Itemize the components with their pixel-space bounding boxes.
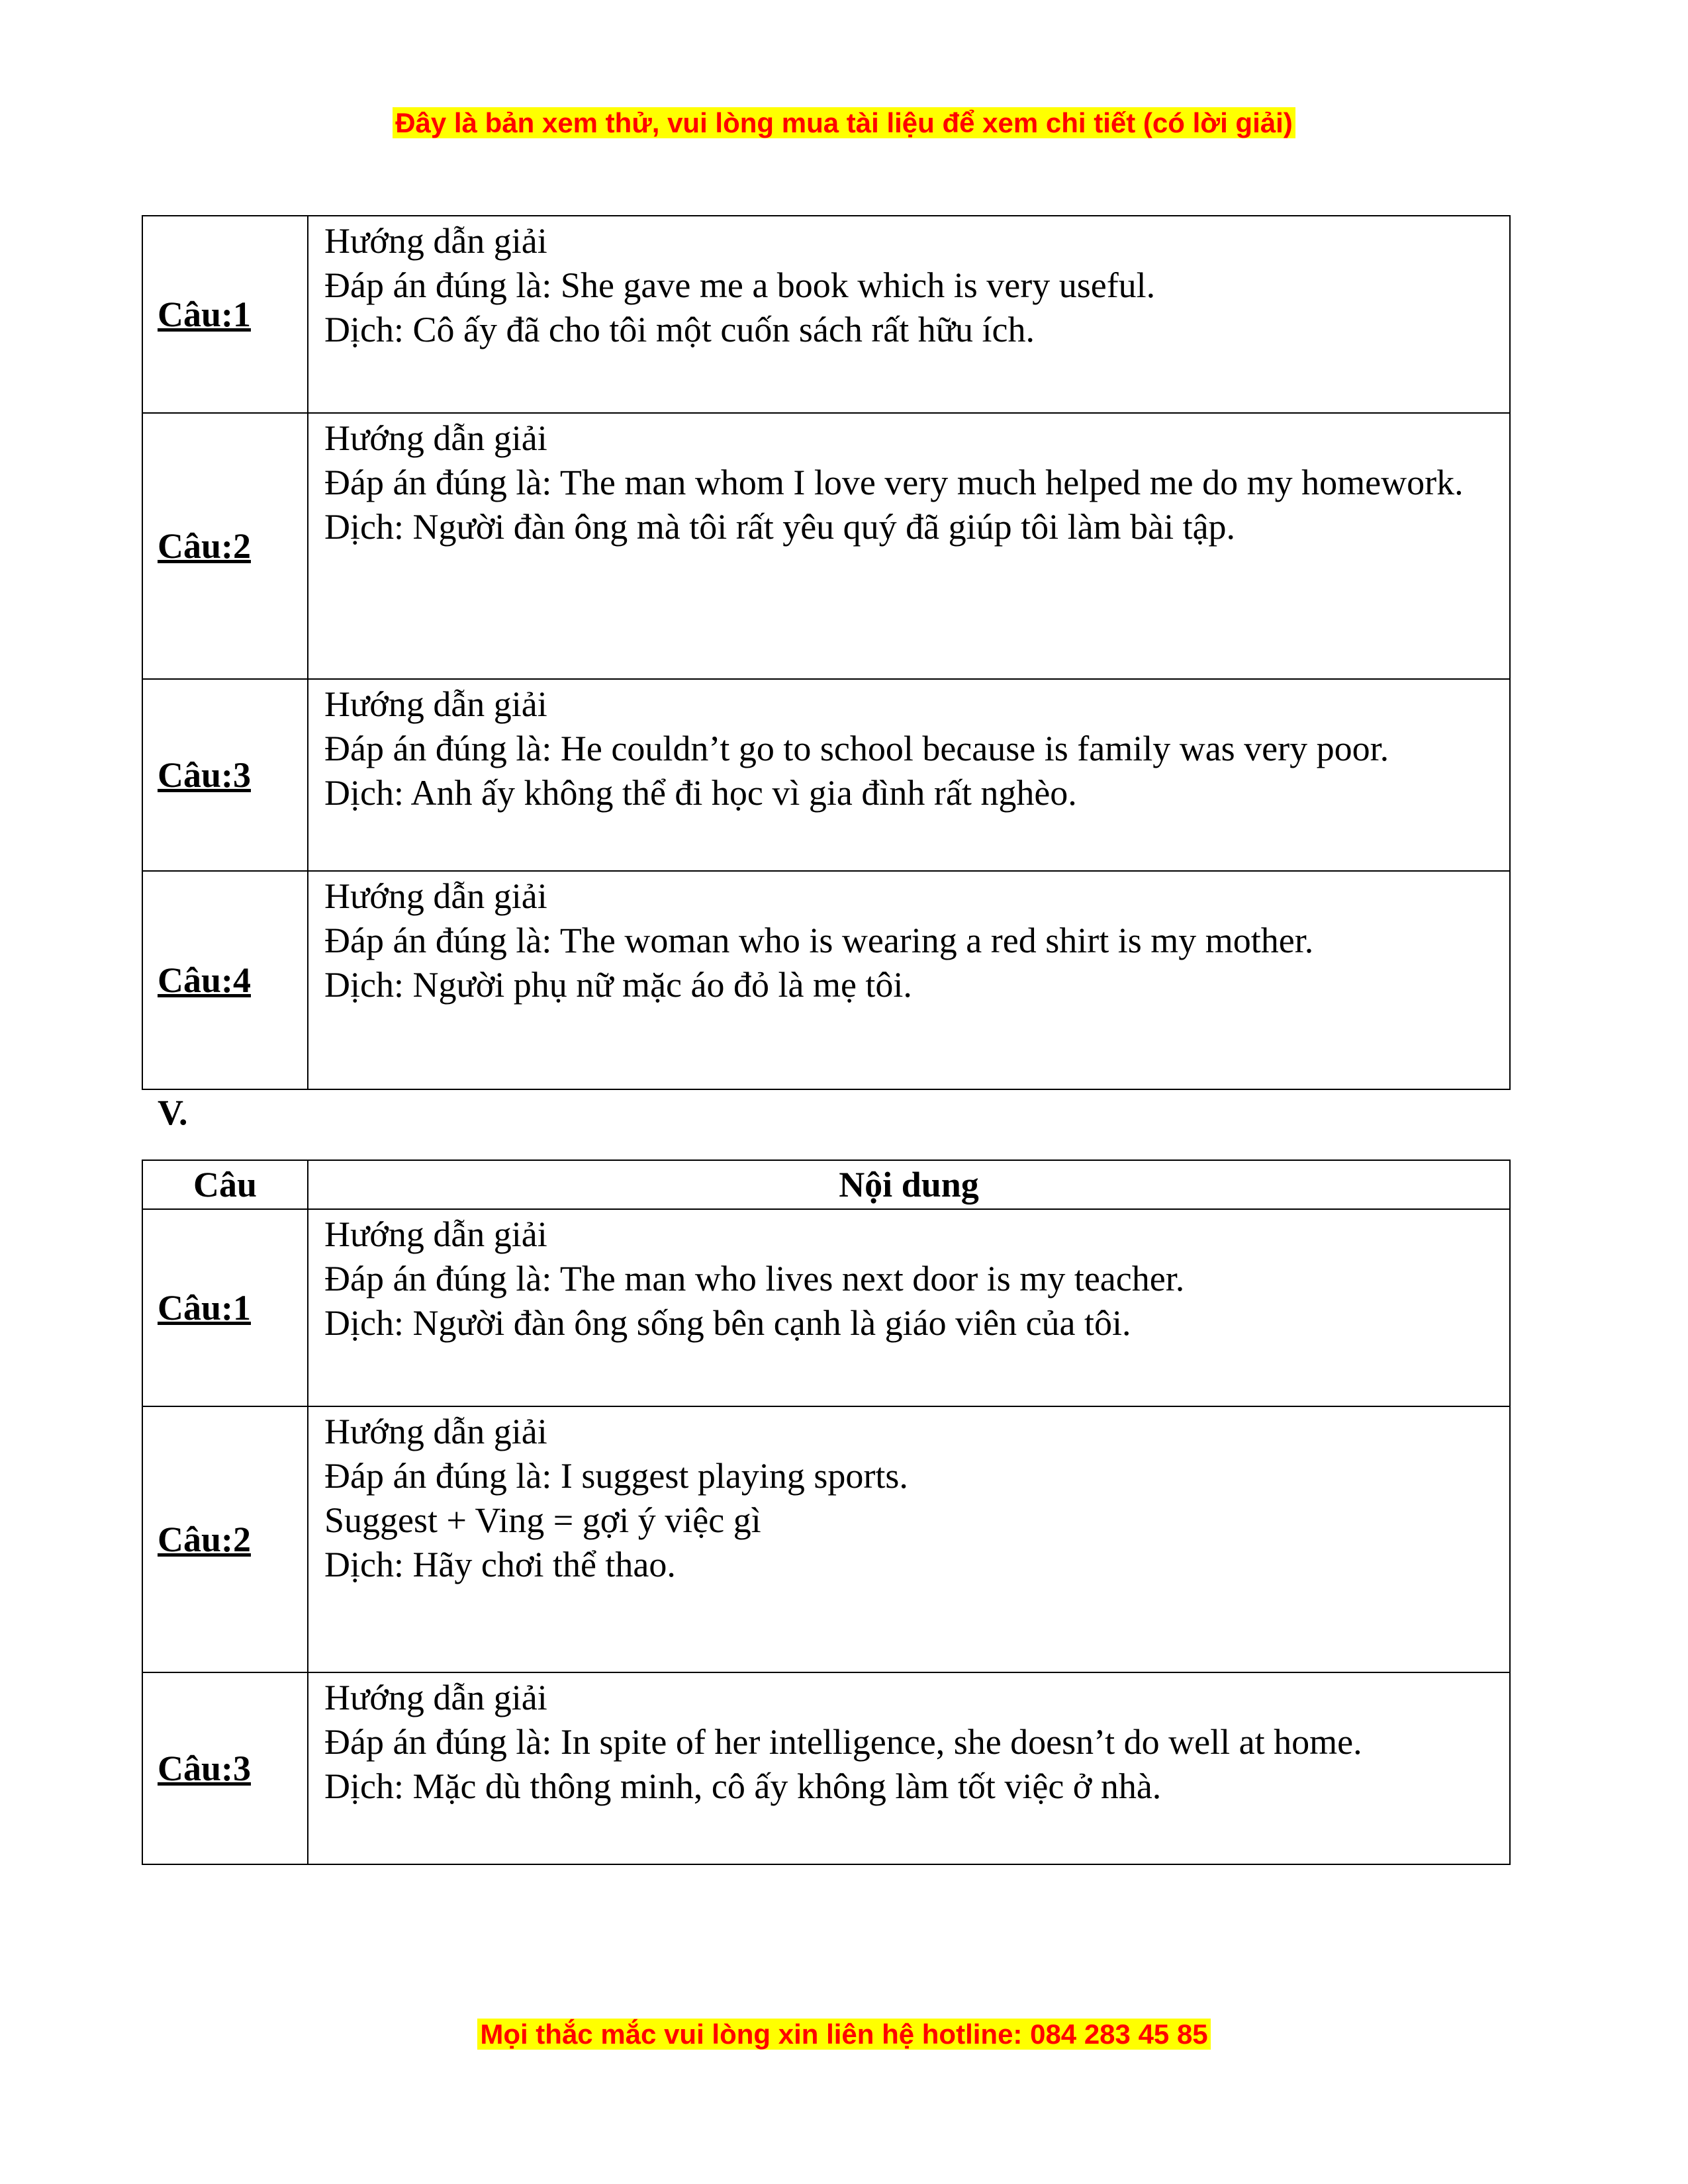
translation-line: Dịch: Anh ấy không thể đi học vì gia đình rất nghèo. xyxy=(324,773,1077,813)
preview-notice-text: Đây là bản xem thử, vui lòng mua tài liệu để xem chi tiết (có lời giải) xyxy=(393,107,1295,138)
hotline-notice-banner xyxy=(0,2016,1688,2053)
table-row xyxy=(142,1406,1510,1672)
question-label: Câu:4 xyxy=(142,871,308,1089)
question-label: Câu:1 xyxy=(142,1209,308,1406)
translation-line: Dịch: Hãy chơi thể thao. xyxy=(324,1545,676,1584)
answer-content xyxy=(308,216,1510,413)
guide-heading: Hướng dẫn giải xyxy=(324,876,547,916)
answer-line: Đáp án đúng là: In spite of her intelligence, she doesn’t do well at home. xyxy=(324,1722,1362,1762)
question-label: Câu:2 xyxy=(142,413,308,679)
table-row xyxy=(142,1209,1510,1406)
column-header-question: Câu xyxy=(142,1160,308,1209)
answer-content xyxy=(308,413,1510,679)
translation-line: Dịch: Mặc dù thông minh, cô ấy không làm tốt việc ở nhà. xyxy=(324,1766,1162,1806)
answer-table-1 xyxy=(142,215,1511,1090)
answer-line: Đáp án đúng là: She gave me a book which is very useful. xyxy=(324,265,1156,305)
question-label: Câu:3 xyxy=(142,679,308,871)
guide-heading: Hướng dẫn giải xyxy=(324,1412,547,1451)
table-header-row xyxy=(142,1160,1510,1209)
answer-content xyxy=(308,1406,1510,1672)
answer-line: Đáp án đúng là: The woman who is wearing a red shirt is my mother. xyxy=(324,921,1314,960)
translation-line: Dịch: Người đàn ông mà tôi rất yêu quý đã giúp tôi làm bài tập. xyxy=(324,507,1236,547)
answer-content xyxy=(308,871,1510,1089)
table-row xyxy=(142,413,1510,679)
question-label: Câu:3 xyxy=(142,1672,308,1864)
column-header-content: Nội dung xyxy=(308,1160,1510,1209)
section-label: V. xyxy=(158,1093,188,1132)
answer-line: Đáp án đúng là: He couldn’t go to school because is family was very poor. xyxy=(324,729,1389,768)
table-row xyxy=(142,871,1510,1089)
question-label: Câu:2 xyxy=(142,1406,308,1672)
answer-content xyxy=(308,679,1510,871)
guide-heading: Hướng dẫn giải xyxy=(324,684,547,724)
hotline-notice-text: Mọi thắc mắc vui lòng xin liên hệ hotline: 084 283 45 85 xyxy=(477,2019,1210,2050)
answer-content xyxy=(308,1672,1510,1864)
guide-heading: Hướng dẫn giải xyxy=(324,1678,547,1717)
guide-heading: Hướng dẫn giải xyxy=(324,1214,547,1254)
answer-content xyxy=(308,1209,1510,1406)
answer-table-2 xyxy=(142,1160,1511,1865)
answer-line: Đáp án đúng là: The man whom I love very much helped me do my homework. xyxy=(324,463,1464,502)
translation-line: Dịch: Người phụ nữ mặc áo đỏ là mẹ tôi. xyxy=(324,965,912,1005)
question-label: Câu:1 xyxy=(142,216,308,413)
preview-notice-banner xyxy=(0,105,1688,142)
guide-heading: Hướng dẫn giải xyxy=(324,418,547,458)
answer-line: Đáp án đúng là: The man who lives next door is my teacher. xyxy=(324,1259,1185,1298)
table-row xyxy=(142,679,1510,871)
answer-line: Đáp án đúng là: I suggest playing sports. xyxy=(324,1456,908,1496)
table-row xyxy=(142,1672,1510,1864)
guide-heading: Hướng dẫn giải xyxy=(324,221,547,261)
translation-line: Dịch: Cô ấy đã cho tôi một cuốn sách rất hữu ích. xyxy=(324,310,1035,349)
table-row xyxy=(142,216,1510,413)
translation-line: Dịch: Người đàn ông sống bên cạnh là giáo viên của tôi. xyxy=(324,1303,1131,1343)
grammar-note-line: Suggest + Ving = gợi ý việc gì xyxy=(324,1500,761,1540)
